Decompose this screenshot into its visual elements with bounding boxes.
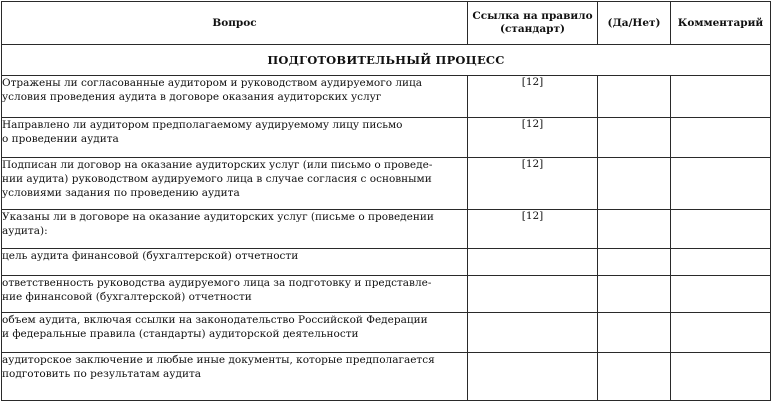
header-reference-line2: (стандарт) (500, 23, 565, 35)
header-question: Вопрос (2, 2, 468, 45)
question-cell (2, 353, 468, 401)
audit-checklist-table (1, 1, 771, 401)
comment-cell[interactable] (671, 249, 771, 276)
question-line: условия проведения аудита в договоре оказания аудиторских услуг (2, 91, 382, 103)
question-line: Отражены ли согласованные аудитором и руководством аудируемого лица (2, 77, 423, 89)
reference-cell (468, 249, 598, 276)
question-line: условиями задания по проведению аудита (2, 187, 240, 199)
table-row (2, 210, 771, 249)
answer-cell[interactable] (598, 276, 671, 313)
question-line: аудиторское заключение и любые иные документы, которые предполагается (2, 354, 435, 366)
question-line: ответственность руководства аудируемого лица за подготовку и представле- (2, 277, 432, 289)
answer-cell[interactable] (598, 118, 671, 158)
reference-cell: [12] (468, 76, 598, 118)
question-line: ние финансовой (бухгалтерской) отчетности (2, 291, 252, 303)
question-line: цель аудита финансовой (бухгалтерской) отчетности (2, 250, 299, 262)
table-row (2, 276, 771, 313)
table-row (2, 158, 771, 210)
question-cell (2, 276, 468, 313)
section-title: ПОДГОТОВИТЕЛЬНЫЙ ПРОЦЕСС (2, 45, 771, 76)
question-line: аудита): (2, 225, 48, 237)
comment-cell[interactable] (671, 313, 771, 353)
table-row (2, 249, 771, 276)
comment-cell[interactable] (671, 210, 771, 249)
question-cell (2, 76, 468, 118)
question-line: подготовить по результатам аудита (2, 368, 202, 380)
question-cell (2, 313, 468, 353)
question-line: нии аудита) руководством аудируемого лица в случае согласия с основными (2, 173, 432, 185)
reference-cell (468, 313, 598, 353)
header-yes-no: (Да/Нет) (598, 2, 671, 45)
table-row (2, 353, 771, 401)
question-cell (2, 249, 468, 276)
answer-cell[interactable] (598, 249, 671, 276)
answer-cell[interactable] (598, 313, 671, 353)
header-comment: Комментарий (671, 2, 771, 45)
question-line: о проведении аудита (2, 133, 119, 145)
header-reference (468, 2, 598, 45)
reference-cell: [12] (468, 210, 598, 249)
comment-cell[interactable] (671, 276, 771, 313)
question-line: Направлено ли аудитором предполагаемому аудируемому лицу письмо (2, 119, 403, 131)
reference-cell (468, 353, 598, 401)
comment-cell[interactable] (671, 353, 771, 401)
header-row (2, 2, 771, 45)
reference-cell (468, 276, 598, 313)
section-row (2, 45, 771, 76)
comment-cell[interactable] (671, 158, 771, 210)
question-line: и федеральные правила (стандарты) аудиторской деятельности (2, 328, 359, 340)
question-line: Указаны ли в договоре на оказание аудиторских услуг (письме о проведении (2, 211, 434, 223)
answer-cell[interactable] (598, 353, 671, 401)
question-cell (2, 118, 468, 158)
question-line: Подписан ли договор на оказание аудиторских услуг (или письмо о проведе- (2, 159, 433, 171)
header-reference-line1: Ссылка на правило (472, 10, 593, 22)
answer-cell[interactable] (598, 76, 671, 118)
reference-cell: [12] (468, 158, 598, 210)
question-cell (2, 210, 468, 249)
table-row (2, 313, 771, 353)
question-line: объем аудита, включая ссылки на законодательство Российской Федерации (2, 314, 428, 326)
table-row (2, 118, 771, 158)
answer-cell[interactable] (598, 210, 671, 249)
answer-cell[interactable] (598, 158, 671, 210)
comment-cell[interactable] (671, 118, 771, 158)
question-cell (2, 158, 468, 210)
comment-cell[interactable] (671, 76, 771, 118)
reference-cell: [12] (468, 118, 598, 158)
table-row (2, 76, 771, 118)
